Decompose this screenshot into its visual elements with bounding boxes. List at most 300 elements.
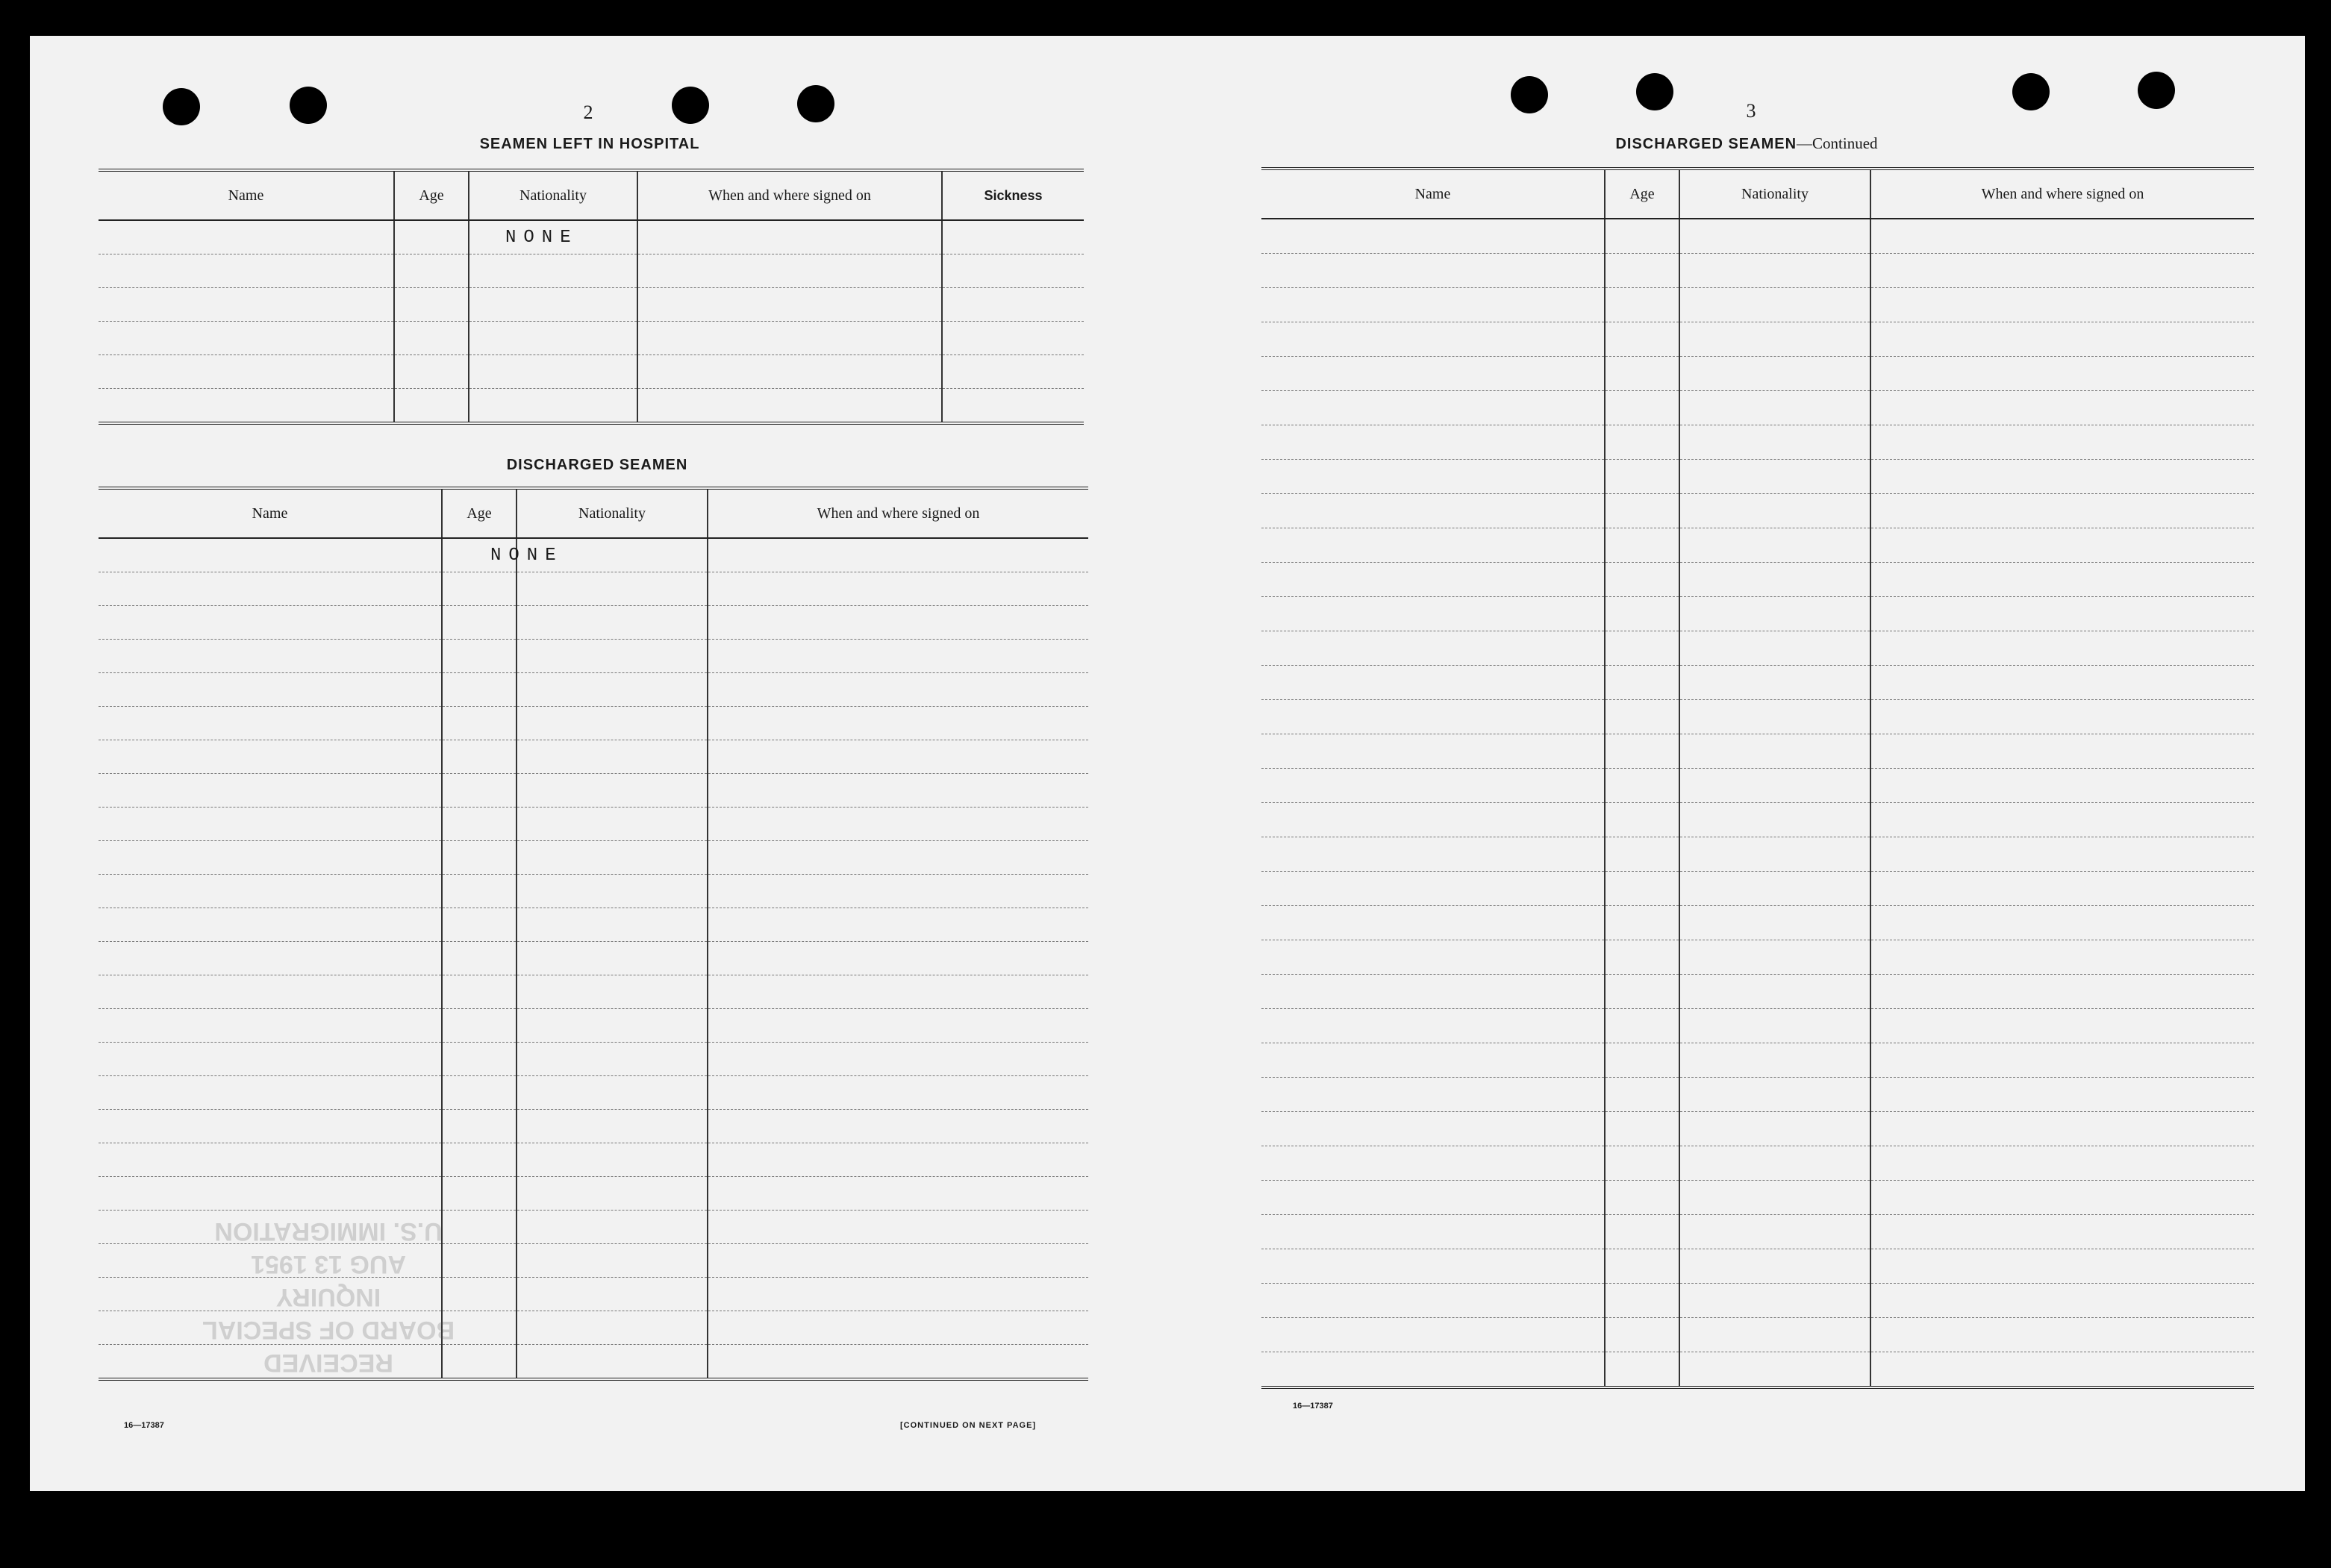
table-row (1261, 460, 2254, 494)
table-cell (442, 808, 517, 841)
table-row (99, 808, 1088, 841)
table-cell (637, 355, 942, 389)
table-row (99, 389, 1084, 424)
table-cell (517, 572, 708, 606)
table-cell (99, 1076, 442, 1110)
table-row (1261, 528, 2254, 563)
table-cell (99, 355, 394, 389)
table-row (1261, 1181, 2254, 1215)
table-cell (99, 254, 394, 288)
table-cell (637, 254, 942, 288)
table-cell (517, 1278, 708, 1311)
hospital-section-title: SEAMEN LEFT IN HOSPITAL (479, 136, 700, 152)
table-cell (1261, 357, 1605, 391)
title-suffix: —Continued (1797, 134, 1878, 152)
table-cell (1870, 1284, 2254, 1318)
table-cell (1870, 563, 2254, 597)
table-cell (708, 808, 1088, 841)
table-cell (517, 740, 708, 774)
column-header-age: Age (442, 488, 517, 538)
table-cell (708, 841, 1088, 875)
stamp-line: BOARD OF SPECIAL (202, 1316, 455, 1344)
table-cell (1679, 597, 1870, 631)
form-number: 16—17387 (1293, 1402, 1333, 1411)
table-cell (1679, 1112, 1870, 1146)
received-stamp (187, 1185, 470, 1379)
table-cell (1870, 1318, 2254, 1352)
table-cell (99, 975, 442, 1009)
column-header-signed-on: When and where signed on (708, 488, 1088, 538)
table-cell (942, 254, 1084, 288)
table-cell (1261, 288, 1605, 322)
table-row (1261, 872, 2254, 906)
table-cell (637, 220, 942, 254)
table-cell (517, 1043, 708, 1076)
table-cell (708, 908, 1088, 942)
table-row (1261, 425, 2254, 460)
table-row (99, 288, 1084, 322)
discharged-continued-rows (1261, 219, 2254, 1387)
table-cell (1870, 254, 2254, 288)
table-cell (1870, 1249, 2254, 1284)
table-cell (517, 1211, 708, 1244)
table-cell (1679, 631, 1870, 666)
table-cell (708, 942, 1088, 975)
table-cell (1870, 322, 2254, 357)
table-cell (1679, 322, 1870, 357)
table-cell (99, 1043, 442, 1076)
table-cell (708, 1244, 1088, 1278)
table-cell (1605, 254, 1679, 288)
table-cell (1261, 1181, 1605, 1215)
table-cell (99, 740, 442, 774)
table-row (1261, 837, 2254, 872)
table-cell (517, 1311, 708, 1345)
table-cell (1261, 975, 1605, 1009)
table-cell (1605, 528, 1679, 563)
table-cell (942, 355, 1084, 389)
table-cell (1679, 1215, 1870, 1249)
table-cell (1870, 460, 2254, 494)
table-row (99, 220, 1084, 254)
table-row (1261, 700, 2254, 734)
table-cell (1679, 1009, 1870, 1043)
table-cell (99, 606, 442, 640)
table-cell (1679, 906, 1870, 940)
table-cell (708, 1143, 1088, 1177)
table-row (99, 875, 1088, 908)
table-row (1261, 975, 2254, 1009)
table-cell (442, 1043, 517, 1076)
table-cell (1679, 1249, 1870, 1284)
table-cell (1679, 494, 1870, 528)
table-cell (1261, 219, 1605, 254)
table-row (1261, 288, 2254, 322)
table-cell (517, 1009, 708, 1043)
table-cell (99, 389, 394, 424)
table-cell (1261, 460, 1605, 494)
table-cell (442, 1076, 517, 1110)
table-row (99, 1143, 1088, 1177)
table-cell (469, 355, 637, 389)
table-cell (442, 572, 517, 606)
table-cell (1870, 425, 2254, 460)
table-cell (1679, 391, 1870, 425)
table-cell (517, 808, 708, 841)
table-row (1261, 1249, 2254, 1284)
table-cell (99, 841, 442, 875)
table-cell (708, 1211, 1088, 1244)
table-cell (1870, 975, 2254, 1009)
table-row (1261, 1215, 2254, 1249)
table-cell (517, 1244, 708, 1278)
table-cell (1870, 288, 2254, 322)
table-cell (394, 288, 469, 322)
table-cell (1679, 872, 1870, 906)
table-cell (1870, 666, 2254, 700)
column-header-name: Name (99, 488, 442, 538)
table-cell (1605, 391, 1679, 425)
table-cell (1870, 940, 2254, 975)
table-cell (1679, 1318, 1870, 1352)
stamp-line: RECEIVED (263, 1349, 393, 1377)
table-cell (394, 355, 469, 389)
table-cell (517, 908, 708, 942)
table-cell (517, 673, 708, 707)
table-cell (469, 322, 637, 355)
table-cell (708, 538, 1088, 572)
stamp-line: INQUIRY (275, 1283, 381, 1311)
table-cell (1870, 219, 2254, 254)
table-cell (1261, 906, 1605, 940)
table-cell (1605, 1249, 1679, 1284)
table-cell (1261, 1009, 1605, 1043)
column-header-nationality: Nationality (1679, 169, 1870, 219)
table-cell (708, 1009, 1088, 1043)
table-cell (1679, 1352, 1870, 1388)
table-cell (1605, 872, 1679, 906)
table-cell (1679, 734, 1870, 769)
table-cell (1605, 597, 1679, 631)
table-cell (708, 707, 1088, 740)
table-row (1261, 734, 2254, 769)
column-header-sickness: Sickness (942, 170, 1084, 220)
table-cell (1605, 734, 1679, 769)
table-row (99, 975, 1088, 1009)
table-cell (517, 1345, 708, 1380)
table-cell (1605, 906, 1679, 940)
form-number: 16—17387 (124, 1421, 164, 1430)
table-cell (1870, 700, 2254, 734)
table-row (1261, 563, 2254, 597)
table-row (99, 606, 1088, 640)
table-cell (517, 774, 708, 808)
table-cell (1870, 494, 2254, 528)
table-cell (1870, 734, 2254, 769)
table-cell (442, 1143, 517, 1177)
table-cell (517, 875, 708, 908)
table-cell (1870, 631, 2254, 666)
table-cell (1605, 288, 1679, 322)
table-cell (517, 1076, 708, 1110)
table-row (99, 355, 1084, 389)
table-row (1261, 631, 2254, 666)
table-row (1261, 357, 2254, 391)
table-cell (1679, 254, 1870, 288)
table-cell (99, 808, 442, 841)
table-cell (1679, 219, 1870, 254)
table-cell (1679, 460, 1870, 494)
table-cell (1605, 975, 1679, 1009)
table-cell (442, 841, 517, 875)
table-cell (942, 389, 1084, 424)
table-cell (442, 640, 517, 673)
table-cell (1605, 425, 1679, 460)
table-cell (1605, 1043, 1679, 1078)
table-cell (1261, 1112, 1605, 1146)
table-cell (1605, 700, 1679, 734)
table-row (99, 1110, 1088, 1143)
table-cell (1261, 666, 1605, 700)
hospital-table (99, 169, 1084, 425)
table-row (1261, 254, 2254, 288)
table-row (1261, 1352, 2254, 1388)
table-cell (99, 640, 442, 673)
table-cell: NONE (469, 220, 637, 254)
table-row (99, 707, 1088, 740)
table-cell (1870, 837, 2254, 872)
column-header-age: Age (394, 170, 469, 220)
table-cell (1261, 391, 1605, 425)
table-row (1261, 1284, 2254, 1318)
table-cell (942, 288, 1084, 322)
table-cell (442, 908, 517, 942)
column-header-nationality: Nationality (517, 488, 708, 538)
table-cell (1261, 872, 1605, 906)
column-header-signed-on: When and where signed on (637, 170, 942, 220)
table-row (99, 1043, 1088, 1076)
hospital-rows (99, 220, 1084, 423)
table-cell (1261, 1318, 1605, 1352)
table-cell (1605, 563, 1679, 597)
table-cell (442, 673, 517, 707)
table-cell (469, 389, 637, 424)
table-cell (1679, 1181, 1870, 1215)
table-cell (1679, 837, 1870, 872)
table-cell (1870, 769, 2254, 803)
discharged-continued-title (1553, 134, 1941, 153)
table-cell (1870, 1352, 2254, 1388)
table-row (1261, 1146, 2254, 1181)
table-cell (942, 322, 1084, 355)
table-cell (1261, 425, 1605, 460)
table-cell (442, 1009, 517, 1043)
table-cell (99, 220, 394, 254)
table-cell (1261, 1146, 1605, 1181)
table-cell (99, 1009, 442, 1043)
table-cell (1605, 1146, 1679, 1181)
table-cell (517, 606, 708, 640)
table-cell (708, 740, 1088, 774)
table-row (1261, 494, 2254, 528)
table-cell (708, 1177, 1088, 1211)
table-cell (99, 538, 442, 572)
table-cell (517, 640, 708, 673)
table-row (1261, 1009, 2254, 1043)
table-cell (637, 389, 942, 424)
table-cell: NONE (442, 538, 517, 572)
stamp-line: AUG 13 1951 (251, 1250, 406, 1278)
table-cell (1605, 1009, 1679, 1043)
table-cell (1261, 322, 1605, 357)
table-cell (517, 707, 708, 740)
table-row (1261, 769, 2254, 803)
table-cell (708, 1043, 1088, 1076)
table-cell (1605, 357, 1679, 391)
table-cell (1261, 494, 1605, 528)
table-cell (1605, 1078, 1679, 1112)
table-cell (99, 322, 394, 355)
page-number: 3 (1746, 100, 1756, 122)
table-cell (708, 640, 1088, 673)
table-row (99, 1076, 1088, 1110)
table-row (1261, 597, 2254, 631)
table-cell (1870, 803, 2254, 837)
table-cell (1261, 254, 1605, 288)
table-cell (1870, 1215, 2254, 1249)
table-cell (1261, 631, 1605, 666)
table-row (99, 640, 1088, 673)
column-header-name: Name (1261, 169, 1605, 219)
table-cell (1261, 734, 1605, 769)
table-cell (1679, 769, 1870, 803)
table-cell (1870, 1146, 2254, 1181)
table-cell (1870, 597, 2254, 631)
column-header-nationality: Nationality (469, 170, 637, 220)
table-cell (1605, 769, 1679, 803)
table-cell (1605, 219, 1679, 254)
column-header-name: Name (99, 170, 394, 220)
table-cell (99, 908, 442, 942)
table-cell (1605, 1181, 1679, 1215)
title-main: DISCHARGED SEAMEN (1615, 136, 1797, 152)
table-cell (1261, 1284, 1605, 1318)
table-cell (99, 1110, 442, 1143)
table-cell (517, 1143, 708, 1177)
stamp-line: U.S. IMMIGRATION (214, 1217, 443, 1246)
table-cell (708, 572, 1088, 606)
table-cell (637, 288, 942, 322)
table-cell (442, 875, 517, 908)
table-row (99, 538, 1088, 572)
table-cell (1261, 769, 1605, 803)
table-cell (1679, 288, 1870, 322)
table-cell (1679, 563, 1870, 597)
table-cell (469, 288, 637, 322)
table-cell (1605, 837, 1679, 872)
table-cell (1605, 631, 1679, 666)
table-cell (99, 875, 442, 908)
table-cell (1679, 528, 1870, 563)
table-cell (99, 1143, 442, 1177)
table-row (1261, 940, 2254, 975)
discharged-continued-table (1261, 167, 2254, 1389)
table-cell (99, 942, 442, 975)
table-cell (99, 707, 442, 740)
table-cell (1679, 357, 1870, 391)
table-cell (1605, 494, 1679, 528)
table-row (1261, 803, 2254, 837)
table-cell (708, 1311, 1088, 1345)
table-cell (708, 1110, 1088, 1143)
table-row (99, 572, 1088, 606)
table-row (1261, 906, 2254, 940)
column-header-age: Age (1605, 169, 1679, 219)
table-cell (517, 841, 708, 875)
table-row (99, 942, 1088, 975)
table-cell (1261, 563, 1605, 597)
table-cell (517, 1177, 708, 1211)
table-row (99, 740, 1088, 774)
table-cell (517, 942, 708, 975)
table-cell (1261, 528, 1605, 563)
column-header-signed-on: When and where signed on (1870, 169, 2254, 219)
right-page (1194, 36, 2305, 1491)
table-cell (942, 220, 1084, 254)
table-cell (99, 572, 442, 606)
table-cell (442, 975, 517, 1009)
table-cell (1261, 803, 1605, 837)
table-cell (517, 1110, 708, 1143)
table-cell (394, 220, 469, 254)
table-cell (442, 1110, 517, 1143)
table-cell (708, 606, 1088, 640)
table-cell (1605, 1112, 1679, 1146)
table-cell (1870, 1043, 2254, 1078)
table-cell (1261, 1352, 1605, 1388)
discharged-section-title: DISCHARGED SEAMEN (506, 457, 688, 473)
table-cell (708, 975, 1088, 1009)
table-row (99, 1009, 1088, 1043)
table-cell (1679, 1078, 1870, 1112)
table-row (1261, 1043, 2254, 1078)
table-cell (99, 774, 442, 808)
table-cell (394, 389, 469, 424)
table-cell (1605, 322, 1679, 357)
table-row (1261, 322, 2254, 357)
table-cell (442, 606, 517, 640)
table-row (1261, 666, 2254, 700)
table-cell (442, 774, 517, 808)
table-cell (1870, 357, 2254, 391)
table-cell (1605, 1284, 1679, 1318)
table-cell (708, 774, 1088, 808)
table-cell (708, 875, 1088, 908)
table-cell (1605, 666, 1679, 700)
table-cell (1870, 1112, 2254, 1146)
table-row (1261, 391, 2254, 425)
table-cell (1679, 803, 1870, 837)
table-cell (1679, 1043, 1870, 1078)
table-cell (1261, 1043, 1605, 1078)
table-cell (1605, 460, 1679, 494)
table-row (99, 841, 1088, 875)
table-cell (442, 942, 517, 975)
table-row (99, 908, 1088, 942)
table-cell (1870, 1078, 2254, 1112)
table-cell (1605, 1215, 1679, 1249)
table-cell (1679, 975, 1870, 1009)
